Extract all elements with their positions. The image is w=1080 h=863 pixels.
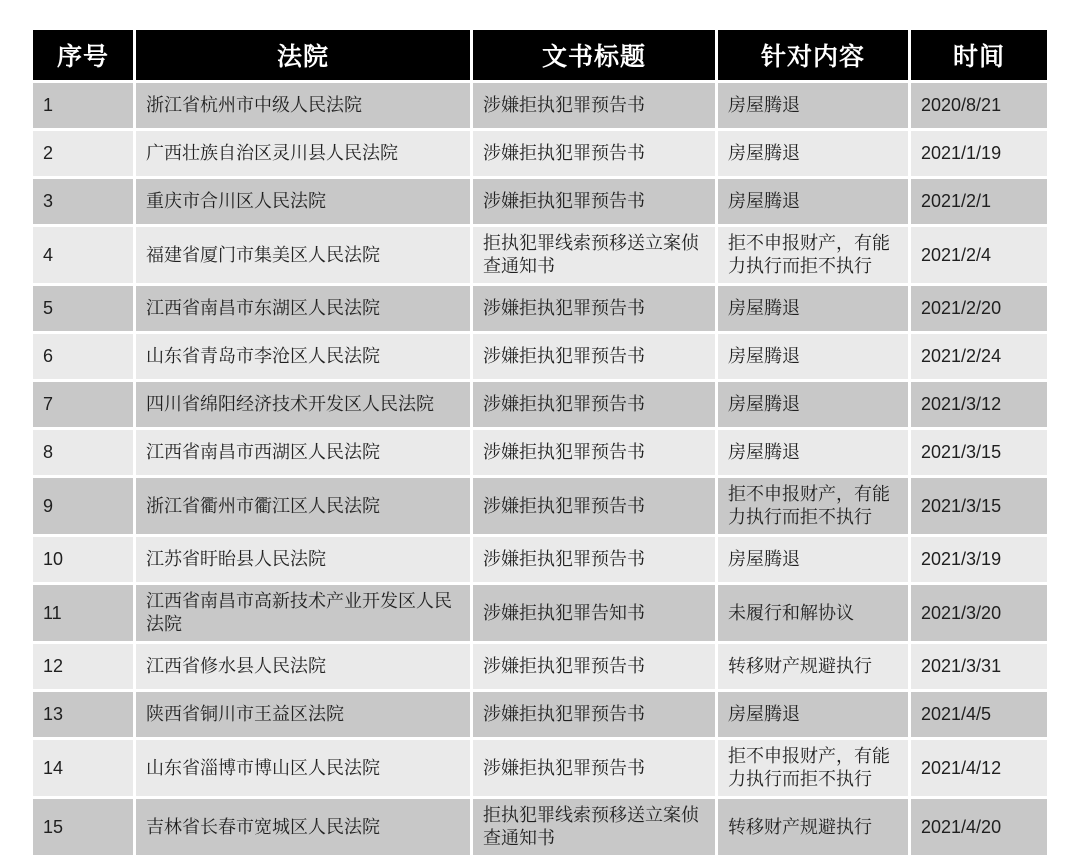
cell-target-content: 房屋腾退 [718,334,908,379]
cell-document-title: 涉嫌拒执犯罪预告书 [473,644,715,689]
header-cell-target: 针对内容 [718,30,908,80]
cell-index: 1 [33,83,133,128]
cell-target-content: 拒不申报财产，有能力执行而拒不执行 [718,478,908,534]
table-row [33,537,1047,582]
cell-date: 2021/2/20 [911,286,1047,331]
cell-index: 9 [33,478,133,534]
table-header-row [33,30,1047,80]
table-row [33,286,1047,331]
table-row [33,740,1047,796]
cell-document-title: 涉嫌拒执犯罪预告书 [473,692,715,737]
cell-court: 江西省南昌市高新技术产业开发区人民法院 [136,585,470,641]
cell-document-title: 涉嫌拒执犯罪预告书 [473,478,715,534]
cell-document-title: 涉嫌拒执犯罪预告书 [473,740,715,796]
cell-document-title: 拒执犯罪线索预移送立案侦查通知书 [473,799,715,855]
table-row [33,430,1047,475]
cell-index: 8 [33,430,133,475]
cell-index: 14 [33,740,133,796]
cell-document-title: 涉嫌拒执犯罪预告书 [473,131,715,176]
cell-document-title: 涉嫌拒执犯罪预告书 [473,382,715,427]
table-row [33,83,1047,128]
cell-document-title: 涉嫌拒执犯罪预告书 [473,537,715,582]
cell-target-content: 房屋腾退 [718,537,908,582]
cell-date: 2021/2/1 [911,179,1047,224]
cell-target-content: 拒不申报财产，有能力执行而拒不执行 [718,227,908,283]
cell-date: 2021/3/15 [911,478,1047,534]
cell-date: 2021/1/19 [911,131,1047,176]
court-documents-table [30,27,1050,858]
cell-target-content: 房屋腾退 [718,131,908,176]
cell-court: 江西省南昌市东湖区人民法院 [136,286,470,331]
cell-court: 陕西省铜川市王益区法院 [136,692,470,737]
cell-court: 广西壮族自治区灵川县人民法院 [136,131,470,176]
table-row [33,692,1047,737]
cell-court: 江西省南昌市西湖区人民法院 [136,430,470,475]
cell-court: 江苏省盱眙县人民法院 [136,537,470,582]
table-header [33,30,1047,80]
cell-date: 2021/2/4 [911,227,1047,283]
table-row [33,227,1047,283]
cell-target-content: 房屋腾退 [718,286,908,331]
cell-court: 山东省青岛市李沧区人民法院 [136,334,470,379]
cell-target-content: 未履行和解协议 [718,585,908,641]
header-cell-index: 序号 [33,30,133,80]
table-row [33,382,1047,427]
cell-index: 10 [33,537,133,582]
cell-target-content: 房屋腾退 [718,430,908,475]
cell-court: 重庆市合川区人民法院 [136,179,470,224]
cell-target-content: 房屋腾退 [718,179,908,224]
cell-document-title: 拒执犯罪线索预移送立案侦查通知书 [473,227,715,283]
cell-target-content: 拒不申报财产，有能力执行而拒不执行 [718,740,908,796]
table-row [33,131,1047,176]
cell-target-content: 转移财产规避执行 [718,644,908,689]
cell-date: 2021/3/12 [911,382,1047,427]
cell-document-title: 涉嫌拒执犯罪预告书 [473,179,715,224]
cell-target-content: 转移财产规避执行 [718,799,908,855]
cell-index: 11 [33,585,133,641]
header-cell-title: 文书标题 [473,30,715,80]
cell-document-title: 涉嫌拒执犯罪预告书 [473,334,715,379]
table-body [33,83,1047,855]
table-row [33,585,1047,641]
cell-index: 2 [33,131,133,176]
cell-date: 2021/4/5 [911,692,1047,737]
table-row [33,478,1047,534]
cell-date: 2021/4/12 [911,740,1047,796]
cell-index: 6 [33,334,133,379]
cell-date: 2021/2/24 [911,334,1047,379]
cell-index: 15 [33,799,133,855]
cell-court: 福建省厦门市集美区人民法院 [136,227,470,283]
cell-court: 山东省淄博市博山区人民法院 [136,740,470,796]
table-row [33,179,1047,224]
table-row [33,799,1047,855]
cell-target-content: 房屋腾退 [718,382,908,427]
cell-date: 2021/3/19 [911,537,1047,582]
cell-index: 4 [33,227,133,283]
header-cell-date: 时间 [911,30,1047,80]
cell-document-title: 涉嫌拒执犯罪告知书 [473,585,715,641]
cell-court: 吉林省长春市宽城区人民法院 [136,799,470,855]
cell-date: 2021/4/20 [911,799,1047,855]
cell-date: 2020/8/21 [911,83,1047,128]
cell-target-content: 房屋腾退 [718,83,908,128]
cell-index: 7 [33,382,133,427]
cell-date: 2021/3/15 [911,430,1047,475]
cell-court: 江西省修水县人民法院 [136,644,470,689]
cell-date: 2021/3/31 [911,644,1047,689]
cell-court: 浙江省衢州市衢江区人民法院 [136,478,470,534]
cell-document-title: 涉嫌拒执犯罪预告书 [473,83,715,128]
cell-index: 13 [33,692,133,737]
table-row [33,334,1047,379]
cell-date: 2021/3/20 [911,585,1047,641]
cell-court: 四川省绵阳经济技术开发区人民法院 [136,382,470,427]
cell-document-title: 涉嫌拒执犯罪预告书 [473,286,715,331]
cell-index: 12 [33,644,133,689]
cell-index: 5 [33,286,133,331]
cell-target-content: 房屋腾退 [718,692,908,737]
header-cell-court: 法院 [136,30,470,80]
cell-index: 3 [33,179,133,224]
cell-document-title: 涉嫌拒执犯罪预告书 [473,430,715,475]
table-row [33,644,1047,689]
cell-court: 浙江省杭州市中级人民法院 [136,83,470,128]
